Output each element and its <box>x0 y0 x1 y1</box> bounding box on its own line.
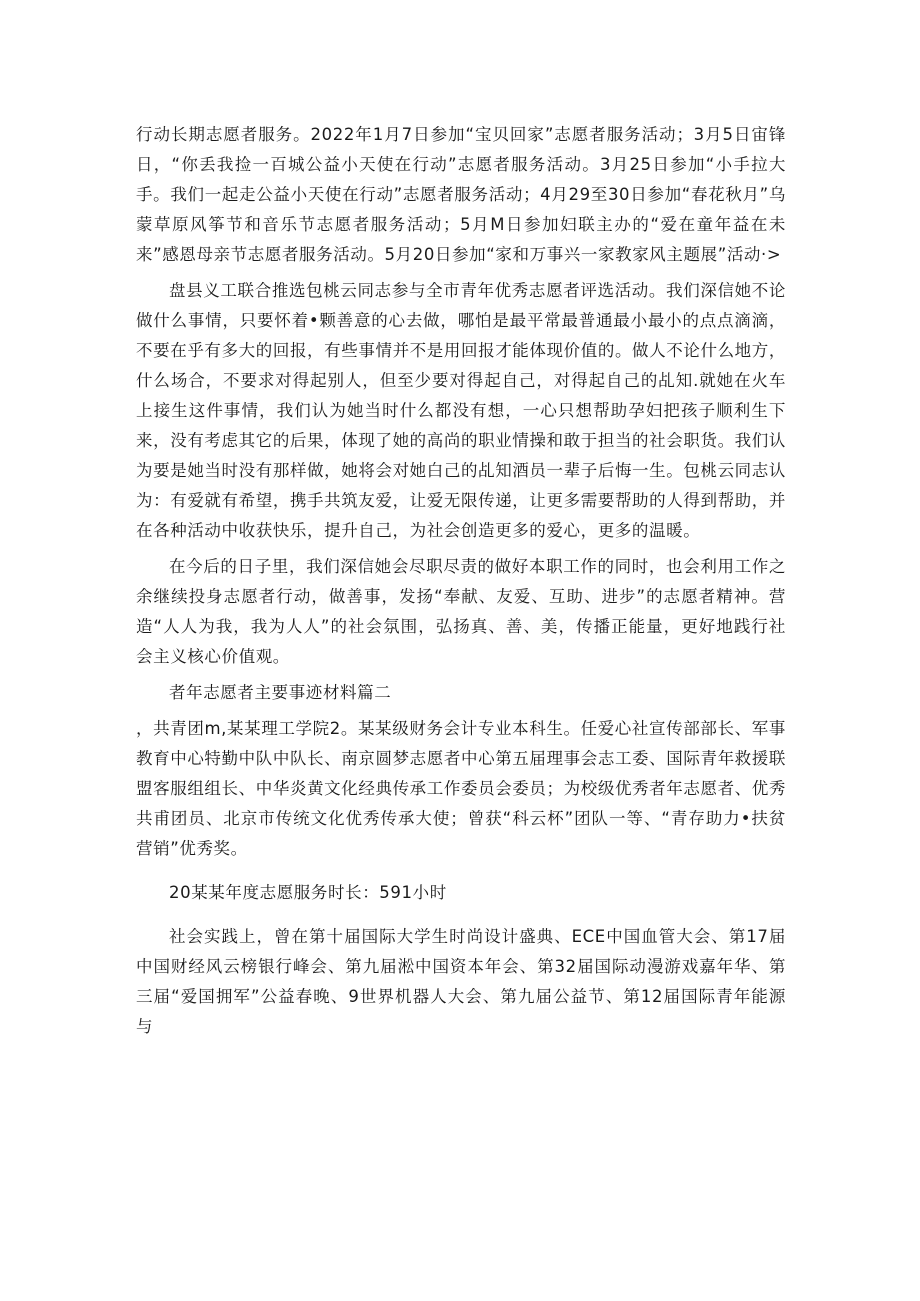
paragraph-profile: ，共青团m,某某理工学院2。某某级财务会计专业本科生。任爱心社宣传部部长、军事教育中心特勤中队中队长、南京圆梦志愿者中心第五届理事会志工委、国际青年救援联盟客服组组长、中华炎黄文化经典传承工作委员会委员；为校级优秀者年志愿者、优秀共甫团员、北京市传统文化优秀传承大使；曾获“科云杯”团队一等、“青存助力•扶贫营销”优秀奖。 <box>136 719 786 858</box>
paragraph-social-practice: 社会实践上，曾在第十届国际大学生时尚设计盛典、ECE中国血管大会、第17届中国财经风云榜银行峰会、第九届淞中国资本年会、第32届国际动漫游戏嘉年华、第三届“爱国拥军”公益春晚、9世界机器人大会、第九届公益节、第12届国际青年能源与 <box>136 927 786 1036</box>
paragraph-recommendation: 盘县义工联合推选包桃云同志参与全市青年优秀志愿者评选活动。我们深信她不论做什么事情，只要怀着•颗善意的心去做，哪怕是最平常最普通最小最小的点点滴滴，不要在乎有多大的回报，有些事情并不是用回报才能体现价值的。做人不论什么地方，什么场合，不要求对得起别人，但至少要对得起自己，对得起自己的乩知.就她在火车上接生这件事情，我们认为她当时什么都没有想，一心只想帮助孕妇把孩子顺利生下来，没有考虑其它的后果，体现了她的高尚的职业情操和敢于担当的社会职货。我们认为要是她当时没有那样做，她将会对她白己的乩知酒员一辈子后悔一生。包桃云同志认为：有爱就有希望，携手共筑友爱，让爱无限传递，让更多需要帮助的人得到帮助，并在各种活动中收获快乐，提升自己，为社会创造更多的爱心，更多的温暖。 <box>136 281 786 540</box>
paragraph-volunteer-activities: 行动长期志愿者服务。2022年1月7日参加“宝贝回家”志愿者服务活动；3月5日宙锋日，“你丢我捡一百城公益小天使在行动”志愿者服务活动。3月25日参加“小手拉大手。我们一起走公益小天使在行动”志愿者服务活动；4月29至30日参加“春花秋月”乌蒙草原风筝节和音乐节志愿者服务活动；5月M日参加妇联主办的“爱在童年益在未来”感恩母亲节志愿者服务活动。5月20日参加“家和万事兴一家教家风主题展”活动·> <box>136 125 786 264</box>
section-heading: 者年志愿者主要事迹材料篇二 <box>169 683 392 702</box>
document-body <box>136 120 786 1042</box>
paragraph-future: 在今后的日子里，我们深信她会尽职尽责的做好本职工作的同时，也会利用工作之余继续投身志愿者行动，做善事，发扬“奉献、友爱、互助、进步”的志愿者精神。营造“人人为我，我为人人”的社会氛围，弘扬真、善、美，传播正能量，更好地践行社会主义核心价值观。 <box>136 557 786 666</box>
service-hours: 20某某年度志愿服务时长：591小时 <box>169 883 447 902</box>
